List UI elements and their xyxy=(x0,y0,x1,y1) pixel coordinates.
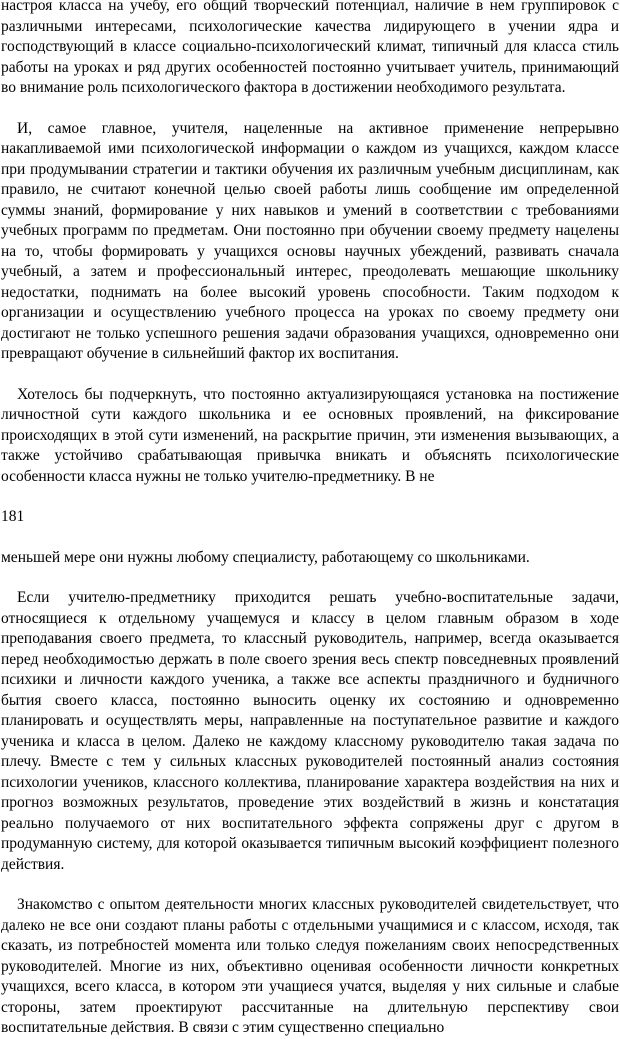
paragraph-gap xyxy=(1,365,619,385)
paragraph-gap xyxy=(1,99,619,119)
paragraph-3: Хотелось бы подчеркнуть, что постоянно актуализирующаяся установка на постижение личностной сути каждого школьника и ее основных проявлений, на фиксирование происходящих в этой сути изменений, на раскрытие причин, эти изменения вызывающих, а также устойчиво срабатывающая привычка вникать и объяснять психологические особенности класса нужны не только учителю-предметнику. В не xyxy=(1,385,619,485)
paragraph-1: настроя класса на учебу, его общий творческий потенциал, наличие в нем группировок с различными интересами, психологические качества лидирующего в учении ядра и господствующий в классе социально-психологический климат, типичный для класса стиль работы на уроках и ряд других особенностей постоянно учитывает учитель, принимающий во внимание роль психологического фактора в достижении необходимого результата. xyxy=(1,0,619,96)
paragraph-5: Знакомство с опытом деятельности многих классных руководителей свидетельствует, что далеко не все они создают планы работы с отдельными учащимися и с классом, исходя, так сказать, из потребностей момента или только следуя пожеланиям своих непосредственных руководителей. Многие из них, объективно оценивая особенности личности конкретных учащихся, всего класса, в котором эти учащиеся учатся, выделяя у них сильные и слабые стороны, затем проектируют рассчитанные на длительную перспективу свои воспитательные действия. В связи с этим существенно специально xyxy=(1,896,619,1036)
paragraph-gap xyxy=(1,528,619,548)
paragraph-gap xyxy=(1,487,619,507)
paragraph-gap xyxy=(1,568,619,588)
page-number: 181 xyxy=(1,508,25,525)
document-page xyxy=(1,0,619,1039)
paragraph-gap xyxy=(1,875,619,895)
paragraph-4: Если учителю-предметнику приходится решать учебно-воспитательные задачи, относящиеся к отдельному учащемуся и классу в целом главным образом в ходе преподавания своего предмета, то классный руководитель, например, всегда оказывается перед необходимостью держать в поле своего зрения весь спектр повседневных проявлений психики и личности каждого ученика, а также все аспекты праздничного и будничного бытия своего класса, постоянно выносить оценку их состоянию и одновременно планировать и осуществлять меры, направленные на поступательное развитие и каждого ученика и класса в целом. Далеко не каждому классному руководителю такая задача по плечу. Вместе с тем у сильных классных руководителей постоянный анализ состояния психологии учеников, классного коллектива, планирование характера воздействия на них и прогноз возможных результатов, проведение этих воздействий в жизнь и констатация реально получаемого от них воспитательного эффекта сопряжены друг с другом в продуманную систему, для которой оказывается типичным высокий коэффициент полезного действия. xyxy=(1,589,619,873)
continuation-line: меньшей мере они нужны любому специалисту, работающему со школьниками. xyxy=(1,548,530,566)
paragraph-2: И, самое главное, учителя, нацеленные на активное применение непрерывно накапливаемой ими психологической информации о каждом из учащихся, каждом классе при продумывании стратегии и тактики обучения их различным учебным дисциплинам, как правило, не считают конечной целью своей работы лишь сообщение им определенной суммы знаний, формирование у них навыков и умений в соответствии с требованиями учебных программ по предметам. Они постоянно при обучении своему предмету нацелены на то, чтобы формировать у учащихся основы научных убеждений, развивать сначала учебный, а затем и профессиональный интерес, преодолевать мешающие школьнику недостатки, поднимать на более высокий уровень способности. Таким подходом к организации и осуществлению учебного процесса на уроках по своему предмету они достигают не только успешного решения задачи образования учащихся, одновременно они превращают обучение в сильнейший фактор их воспитания. xyxy=(1,119,619,362)
